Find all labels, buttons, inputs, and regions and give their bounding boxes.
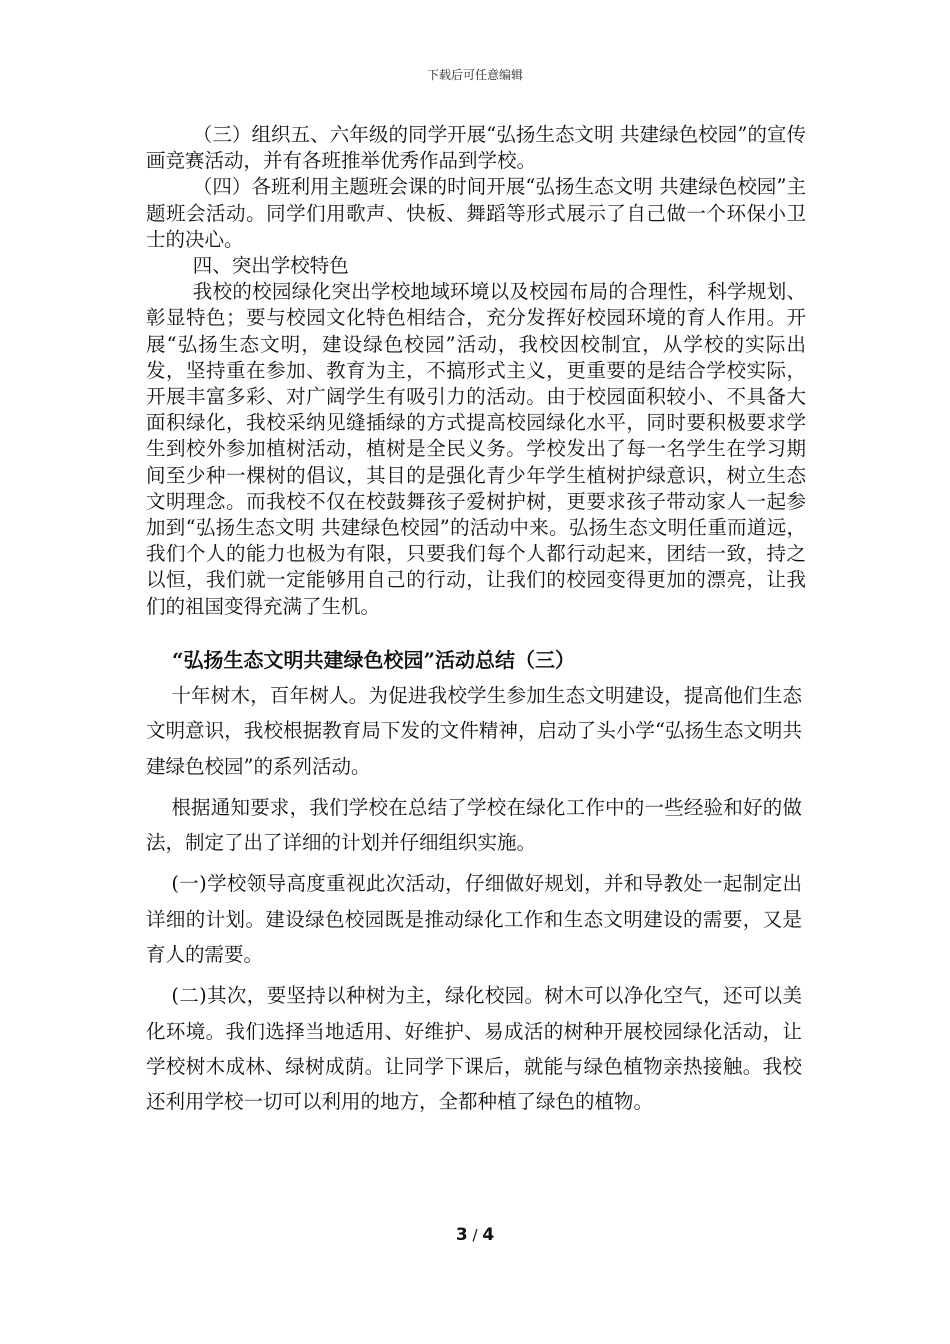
page-separator: / <box>472 1226 478 1244</box>
article-paragraph-2: (二)其次，要坚持以种树为主，绿化校园。树木可以净化空气，还可以美化环境。我们选择当地适用、好维护、易成活的树种开展校园绿化活动，让学校树木成林、绿树成荫。让同学下课后，就能与绿色植物亲热接触。我校还利用学校一切可以利用的地方，全都种植了绿色的植物。 <box>146 984 802 1114</box>
section-subtitle: 四、突出学校特色 <box>192 254 349 278</box>
paragraph-school-features: 我校的校园绿化突出学校地域环境以及校园布局的合理性，科学规划、彰显特色；要与校园文化特色相结合，充分发挥好校园环境的育人作用。开展“弘扬生态文明，建设绿色校园”活动，我校因校制宜，从学校的实际出发，坚持重在参加、教育为主，不搞形式主义，更重要的是结合学校实际，开展丰富多彩、对广阔学生有吸引力的活动。由于校园面积较小、不具备大面积绿化，我校采纳见缝插绿的方式提高校园绿化水平，同时要积极要求学生到校外参加植树活动，植树是全民义务。学校发出了每一名学生在学习期间至少种一棵树的倡议，其目的是强化青少年学生植树护绿意识，树立生态文明理念。而我校不仅在校鼓舞孩子爱树护树，更要求孩子带动家人一起参加到“弘扬生态文明 共建绿色校园”的活动中来。弘扬生态文明任重而道远，我们个人的能力也极为有限，只要我们每个人都行动起来，团结一致，持之以恒，我们就一定能够用自己的行动，让我们的校园变得更加的漂亮，让我们的祖国变得充满了生机。 <box>146 280 806 618</box>
section-body <box>146 122 806 620</box>
page-current: 3 <box>455 1225 468 1245</box>
article-paragraph-1: (一)学校领导高度重视此次活动，仔细做好规划，并和导教处一起制定出详细的计划。建设绿色校园既是推动绿化工作和生态文明建设的需要，又是育人的需要。 <box>146 872 802 967</box>
article-heading: “弘扬生态文明共建绿色校园”活动总结（三） <box>172 648 576 672</box>
article-paragraph-intro: 十年树木，百年树人。为促进我校学生参加生态文明建设，提高他们生态文明意识，我校根据教育局下发的文件精神，启动了头小学“弘扬生态文明共建绿色校园”的系列活动。 <box>146 684 802 778</box>
paragraph-3: （三）组织五、六年级的同学开展“弘扬生态文明 共建绿色校园”的宣传画竞赛活动，并有各班推举优秀作品到学校。 <box>146 123 806 173</box>
page-header: 下载后可任意编辑 <box>426 68 523 82</box>
article-paragraph-plan: 根据通知要求，我们学校在总结了学校在绿化工作中的一些经验和好的做法，制定了出了详细的计划并仔细组织实施。 <box>146 795 802 855</box>
page-number <box>0 1225 950 1245</box>
paragraph-4: （四）各班利用主题班会课的时间开展“弘扬生态文明 共建绿色校园”主题班会活动。同学们用歌声、快板、舞蹈等形式展示了自己做一个环保小卫士的决心。 <box>146 175 806 251</box>
page-total: 4 <box>482 1225 495 1245</box>
article-body <box>146 678 802 1126</box>
